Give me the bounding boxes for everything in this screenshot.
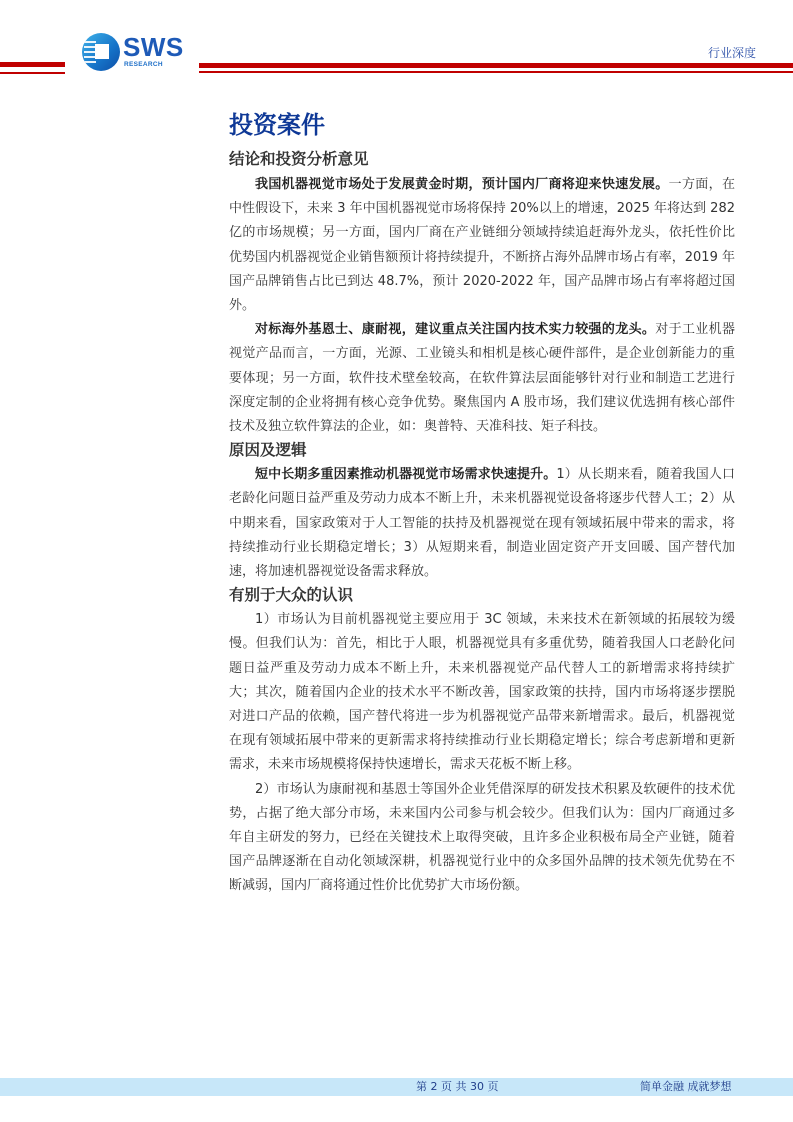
page-number: 第 2 页 共 30 页	[416, 1080, 499, 1093]
section-heading-reasons: 原因及逻辑	[229, 441, 307, 460]
sws-logo	[82, 33, 182, 73]
header-rule-left-thick	[0, 62, 65, 67]
footer-slogan: 简单金融 成就梦想	[640, 1080, 732, 1093]
paragraph	[229, 318, 735, 439]
paragraph	[229, 778, 735, 899]
paragraph	[229, 173, 735, 318]
paragraph-text: 1）市场认为目前机器视觉主要应用于 3C 领域，未来技术在新领域的拓展较为缓慢。但我们认为：首先，相比于人眼，机器视觉具有多重优势，随着我国人口老龄化问题日益严重及劳动力成本不断上升，未来机器视觉产品代替人工的新增需求将持续扩大；其次，随着国内企业的技术水平不断改善，国家政策的扶持，国内市场将逐步摆脱对进口产品的依赖，国产替代将进一步为机器视觉产品带来新增需求。最后，机器视觉在现有领域拓展中带来的更新需求将持续推动行业长期稳定增长；综合考虑新增和更新需求，未来市场规模将保持快速增长，需求天花板不断上移。	[229, 612, 735, 773]
report-body	[229, 108, 735, 899]
section-heading-contrarian-view: 有别于大众的认识	[229, 586, 354, 605]
section-heading-conclusion: 结论和投资分析意见	[229, 150, 369, 168]
paragraph-text: 1）从长期来看，随着我国人口老龄化问题日益严重及劳动力成本不断上升，未来机器视觉设备将逐步代替人工；2）从中期来看，国家政策对于人工智能的扶持及机器视觉在现有领域拓展中带来的需求，将持续推动行业长期稳定增长；3）从短期来看，制造业固定资产开支回暖、国产替代加速，将加速机器视觉设备需求释放。	[229, 467, 735, 580]
header-rule-right-thin	[199, 71, 793, 73]
logo-brand-text: SWS	[123, 32, 184, 62]
paragraph	[229, 463, 735, 584]
paragraph	[229, 608, 735, 777]
report-category: 行业深度	[707, 46, 756, 60]
page-title: 投资案件	[229, 111, 325, 139]
paragraph-text: 一方面，在中性假设下，未来 3 年中国机器视觉市场将保持 20%以上的增速，2025 年将达到 282 亿的市场规模；另一方面，国内厂商在产业链细分领域持续追赶海外龙头，依托性价比优势国内机器视觉企业销售额预计将持续提升，不断挤占海外品牌市场占有率，2019 年国产品牌销售占比已到达 48.7%，预计 2020-2022 年，国产品牌市场占有率将超过国外。	[229, 177, 735, 314]
paragraph-lead: 我国机器视觉市场处于发展黄金时期，预计国内厂商将迎来快速发展。	[255, 177, 669, 192]
header-rule-right-thick	[199, 63, 793, 68]
paragraph-text: 对于工业机器视觉产品而言，一方面，光源、工业镜头和相机是核心硬件部件，是企业创新能力的重要体现；另一方面，软件技术壁垒较高，在软件算法层面能够针对行业和制造工艺进行深度定制的企业将拥有核心竞争优势。聚焦国内 A 股市场，我们建议优选拥有核心部件技术及独立软件算法的企业，如：奥普特、天准科技、矩子科技。	[229, 322, 735, 435]
logo-sub-text: RESEARCH	[124, 61, 163, 68]
paragraph-lead: 对标海外基恩士、康耐视，建议重点关注国内技术实力较强的龙头。	[255, 322, 656, 338]
paragraph-text: 2）市场认为康耐视和基恩士等国外企业凭借深厚的研发技术积累及软硬件的技术优势，占据了绝大部分市场，未来国内公司参与机会较少。但我们认为：国内厂商通过多年自主研发的努力，已经在关键技术上取得突破，且许多企业积极布局全产业链，随着国产品牌逐渐在自动化领域深耕，机器视觉行业中的众多国外品牌的技术领先优势在不断减弱，国内厂商将通过性价比优势扩大市场份额。	[229, 781, 735, 894]
header-rule-left-thin	[0, 72, 65, 74]
sws-logo-icon	[82, 33, 120, 71]
paragraph-lead: 短中长期多重因素推动机器视觉市场需求快速提升。	[255, 467, 557, 483]
